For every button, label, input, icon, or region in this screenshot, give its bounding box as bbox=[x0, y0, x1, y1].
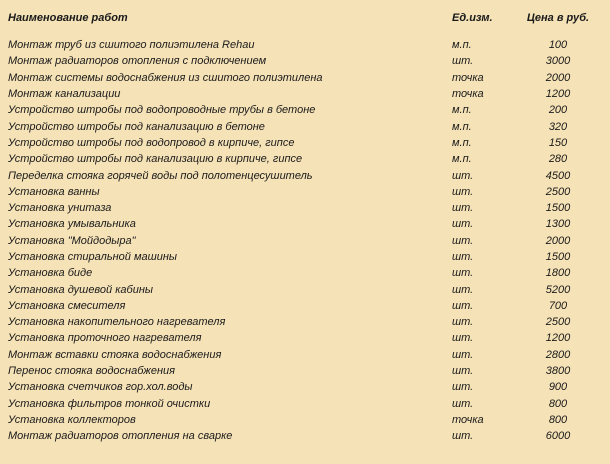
table-row bbox=[8, 330, 602, 346]
row-name: Монтаж радиаторов отопления на сварке bbox=[8, 430, 233, 443]
table-row bbox=[8, 118, 602, 134]
header-price: Цена в руб. bbox=[526, 12, 590, 24]
row-price: 1300 bbox=[545, 218, 571, 231]
row-name: Установка унитаза bbox=[8, 202, 112, 215]
row-unit: шт. bbox=[452, 299, 474, 312]
row-price: 800 bbox=[548, 413, 568, 426]
row-unit: м.п. bbox=[452, 39, 472, 52]
row-unit: шт. bbox=[452, 430, 474, 443]
row-name: Установка ванны bbox=[8, 185, 100, 198]
row-name: Установка душевой кабины bbox=[8, 283, 153, 296]
row-unit: шт. bbox=[452, 202, 474, 215]
row-name: Установка умывальника bbox=[8, 218, 136, 231]
row-price: 2000 bbox=[545, 234, 571, 247]
row-price: 6000 bbox=[545, 430, 571, 443]
table-row bbox=[8, 200, 602, 216]
row-name: Установка стиральной машины bbox=[8, 251, 178, 263]
table-row bbox=[8, 265, 602, 281]
table-row bbox=[8, 86, 602, 102]
row-price: 1200 bbox=[545, 88, 571, 101]
table-row bbox=[8, 102, 602, 118]
row-unit: м.п. bbox=[452, 120, 472, 133]
header-unit: Ед.изм. bbox=[452, 12, 493, 24]
table-row bbox=[8, 379, 602, 395]
row-name: Монтаж радиаторов отопления с подключением bbox=[8, 55, 267, 68]
row-price: 2800 bbox=[545, 348, 571, 361]
row-name: Установка фильтров тонкой очистки bbox=[8, 397, 211, 410]
price-table bbox=[8, 0, 602, 444]
row-unit: шт. bbox=[452, 185, 474, 198]
table-row bbox=[8, 233, 602, 249]
header-name: Наименование работ bbox=[8, 12, 128, 24]
row-price: 3000 bbox=[545, 55, 571, 68]
row-unit: м.п. bbox=[452, 104, 472, 117]
row-name: Установка счетчиков гор.хол.воды bbox=[8, 381, 193, 394]
row-name: Установка "Мойдодыра" bbox=[8, 234, 136, 247]
row-price: 100 bbox=[548, 39, 568, 52]
row-name: Монтаж труб из сшитого полиэтилена Rehau bbox=[8, 39, 255, 52]
row-unit: точка bbox=[452, 88, 484, 101]
row-price: 150 bbox=[548, 136, 568, 149]
table-row bbox=[8, 412, 602, 428]
row-name: Установка накопительного нагревателя bbox=[8, 316, 226, 329]
row-name: Установка проточного нагревателя bbox=[8, 332, 202, 345]
table-row bbox=[8, 363, 602, 379]
table-row bbox=[8, 184, 602, 200]
row-name: Монтаж вставки стояка водоснабжения bbox=[8, 348, 222, 361]
row-unit: шт. bbox=[452, 283, 474, 296]
row-unit: шт. bbox=[452, 397, 474, 410]
table-row bbox=[8, 151, 602, 167]
row-unit: м.п. bbox=[452, 153, 472, 166]
row-price: 200 bbox=[548, 104, 568, 117]
table-row bbox=[8, 70, 602, 86]
row-unit: шт. bbox=[452, 365, 474, 378]
table-row bbox=[8, 428, 602, 444]
row-price: 2000 bbox=[545, 71, 571, 84]
row-unit: шт. bbox=[452, 332, 474, 345]
table-row bbox=[8, 216, 602, 232]
table-body bbox=[8, 37, 602, 444]
row-name: Переделка стояка горячей воды под полотенцесушитель bbox=[8, 169, 313, 182]
row-name: Установка смесителя bbox=[8, 299, 126, 312]
row-unit: шт. bbox=[452, 55, 474, 68]
row-price: 2500 bbox=[545, 185, 571, 198]
row-name: Установка коллекторов bbox=[8, 413, 136, 426]
table-row bbox=[8, 167, 602, 183]
row-unit: шт. bbox=[452, 234, 474, 247]
row-name: Перенос стояка водоснабжения bbox=[8, 365, 175, 378]
row-unit: точка bbox=[452, 71, 484, 84]
row-name: Установка биде bbox=[8, 267, 93, 280]
row-price: 3800 bbox=[545, 365, 571, 378]
row-unit: шт. bbox=[452, 267, 474, 280]
row-price: 1200 bbox=[545, 332, 571, 345]
row-price: 800 bbox=[548, 397, 568, 410]
table-header bbox=[8, 0, 602, 36]
row-unit: шт. bbox=[452, 169, 474, 182]
table-row bbox=[8, 53, 602, 69]
row-price: 1800 bbox=[545, 267, 571, 280]
row-unit: шт. bbox=[452, 316, 474, 329]
table-row bbox=[8, 281, 602, 297]
row-price: 1500 bbox=[545, 251, 571, 263]
row-unit: шт. bbox=[452, 348, 474, 361]
table-row bbox=[8, 249, 602, 265]
row-unit: м.п. bbox=[452, 136, 472, 149]
row-price: 320 bbox=[548, 120, 568, 133]
row-price: 4500 bbox=[545, 169, 571, 182]
row-price: 5200 bbox=[545, 283, 571, 296]
row-name: Устройство штробы под водопровод в кирпиче, гипсе bbox=[8, 136, 295, 149]
row-name: Монтаж канализации bbox=[8, 88, 121, 101]
row-name: Устройство штробы под канализацию в бетоне bbox=[8, 120, 265, 133]
row-price: 2500 bbox=[545, 316, 571, 329]
row-name: Монтаж системы водоснабжения из сшитого полиэтилена bbox=[8, 71, 323, 84]
table-row bbox=[8, 37, 602, 53]
row-price: 700 bbox=[548, 299, 568, 312]
row-unit: шт. bbox=[452, 218, 474, 231]
table-row bbox=[8, 298, 602, 314]
table-row bbox=[8, 135, 602, 151]
row-price: 280 bbox=[548, 153, 568, 166]
table-row bbox=[8, 396, 602, 412]
table-row bbox=[8, 314, 602, 330]
row-unit: точка bbox=[452, 413, 484, 426]
row-name: Устройство штробы под водопроводные трубы в бетоне bbox=[8, 104, 316, 117]
row-unit: шт. bbox=[452, 251, 474, 263]
table-row bbox=[8, 347, 602, 363]
row-price: 900 bbox=[548, 381, 568, 394]
row-price: 1500 bbox=[545, 202, 571, 215]
row-unit: шт. bbox=[452, 381, 474, 394]
row-name: Устройство штробы под канализацию в кирпиче, гипсе bbox=[8, 153, 303, 166]
